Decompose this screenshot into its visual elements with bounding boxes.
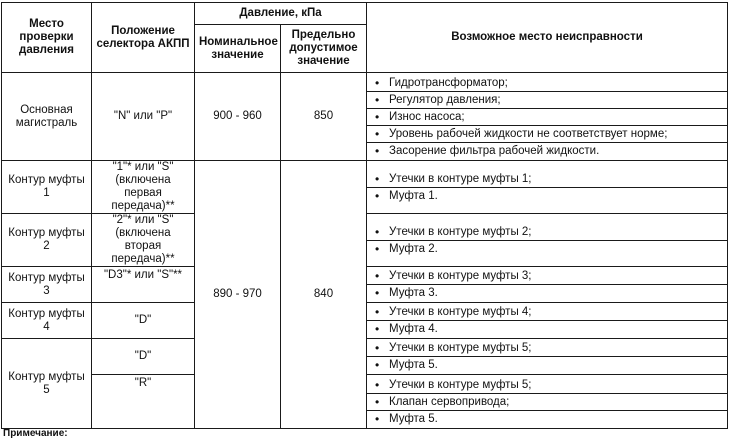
clutch-limit: 840 — [281, 161, 367, 429]
fault-item: • Гидротрансформатор; — [371, 75, 723, 91]
fault-item: • Утечки в контуре муфты 2; — [371, 224, 723, 240]
fault-item: • Клапан сервопривода; — [367, 393, 727, 410]
header-limit: Предельно допустимое значение — [281, 25, 367, 73]
header-selector: Положение селектора АКПП — [92, 3, 195, 73]
header-pressure-group: Давление, кПа — [195, 3, 367, 25]
row-c2-selector: "2"* или "S" (включена вторая передача)** — [92, 214, 195, 267]
row-main-selector: "N" или "P" — [92, 73, 195, 161]
fault-item: • Утечки в контуре муфты 1; — [371, 171, 723, 187]
row-main-limit: 850 — [281, 73, 367, 161]
row-c1-place: Контур муфты 1 — [2, 161, 92, 214]
row-c2-place: Контур муфты 2 — [2, 214, 92, 267]
row-c5r-faults — [367, 375, 728, 429]
row-main-faults — [367, 73, 728, 161]
row-c3-place: Контур муфты 3 — [2, 267, 92, 303]
row-main-nominal: 900 - 960 — [195, 73, 281, 161]
fault-item: • Муфта 2. — [367, 240, 727, 257]
row-c3-faults — [367, 267, 728, 303]
row-c4-place: Контур муфты 4 — [2, 303, 92, 339]
fault-item: • Уровень рабочей жидкости не соответствует норме; — [367, 125, 727, 142]
row-c1-selector: "1"* или "S" (включена первая передача)** — [92, 161, 195, 214]
fault-item: • Муфта 5. — [367, 356, 727, 373]
clutch-nominal: 890 - 970 — [195, 161, 281, 429]
fault-item: • Муфта 1. — [367, 187, 727, 204]
note-label: Примечание: — [3, 429, 68, 438]
row-c3-selector: "D3"* или "S"** — [92, 267, 195, 303]
row-c1-faults — [367, 161, 728, 214]
fault-item: • Засорение фильтра рабочей жидкости. — [367, 142, 727, 159]
fault-item: • Муфта 3. — [367, 284, 727, 301]
header-nominal: Номинальное значение — [195, 25, 281, 73]
fault-item: • Муфта 4. — [367, 320, 727, 337]
row-c2-faults — [367, 214, 728, 267]
fault-item: • Муфта 5. — [367, 410, 727, 427]
fault-item: • Утечки в контуре муфты 3; — [371, 268, 723, 284]
row-c5-selector-d: "D" — [92, 339, 195, 375]
fault-item: • Износ насоса; — [367, 108, 727, 125]
fault-item: • Регулятор давления; — [367, 91, 727, 108]
fault-item: • Утечки в контуре муфты 4; — [371, 304, 723, 320]
pressure-diagnostic-table — [1, 2, 728, 429]
header-place: Место проверки давления — [2, 3, 92, 73]
row-c5d-faults — [367, 339, 728, 375]
row-c5-place: Контур муфты 5 — [2, 339, 92, 429]
fault-item: • Утечки в контуре муфты 5; — [371, 377, 723, 393]
row-c4-faults — [367, 303, 728, 339]
row-c4-selector: "D" — [92, 303, 195, 339]
fault-item: • Утечки в контуре муфты 5; — [371, 340, 723, 356]
row-c5-selector-r: "R" — [92, 375, 195, 429]
row-main-place: Основная магистраль — [2, 73, 92, 161]
header-fault: Возможное место неисправности — [367, 3, 728, 73]
